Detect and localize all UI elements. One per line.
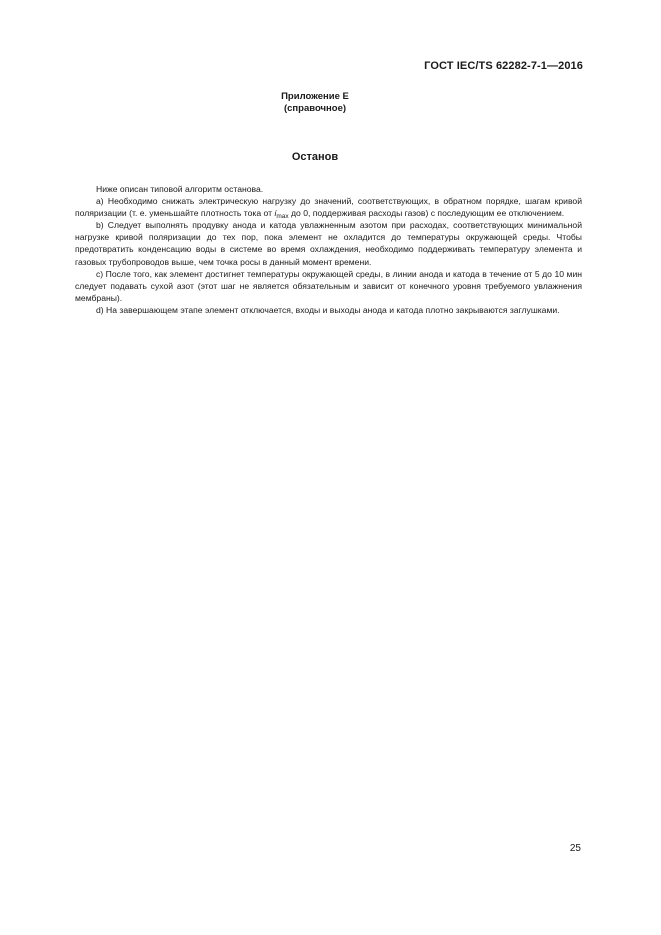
current-density-subscript: max	[276, 213, 289, 221]
paragraph-item-a	[75, 195, 582, 219]
annex-status: (справочное)	[283, 103, 347, 114]
current-density-symbol: i	[274, 208, 277, 219]
body-text	[75, 183, 582, 316]
document-code: ГОСТ IEC/TS 62282-7-1—2016	[424, 60, 583, 72]
intro-paragraph: Ниже описан типовой алгоритм останова.	[96, 184, 264, 194]
section-title: Останов	[291, 151, 339, 163]
page-number: 25	[569, 843, 581, 854]
paragraph-item-d: d) На завершающем этапе элемент отключается, входы и выходы анода и катода плотно закрываются заглушками.	[96, 304, 560, 315]
paragraph-item-b: b) Следует выполнять продувку анода и катода увлажненным азотом при расходах, соответствующих минимальной нагрузке кривой поляризации до тех пор, пока элемент не охладится до температуры окружающей среды. Чтобы предотвратить конденсацию воды в системе во время охлаждения, необходимо поддерживать температуру элемента и газовых трубопроводов выше, чем точка росы в данный момент времени.	[75, 220, 582, 267]
item-a-text-end: до 0, поддерживая расходы газов) с последующим ее отключением.	[288, 208, 565, 219]
item-a-text-start: а) Необходимо снижать электрическую нагрузку до значений, соответствующих, в обратном порядке, шагам кривой поляризации (т. е. уменьшайте плотность тока от	[75, 196, 582, 219]
annex-title: Приложение Е	[281, 91, 349, 102]
annex-heading	[0, 91, 630, 115]
paragraph-item-c: с) После того, как элемент достигнет температуры окружающей среды, в линии анода и катода в течение от 5 до 10 мин следует подавать сухой азот (этот шаг не является обязательным и зависит от конечного уровня требуемого увлажнения мембраны).	[75, 268, 582, 303]
